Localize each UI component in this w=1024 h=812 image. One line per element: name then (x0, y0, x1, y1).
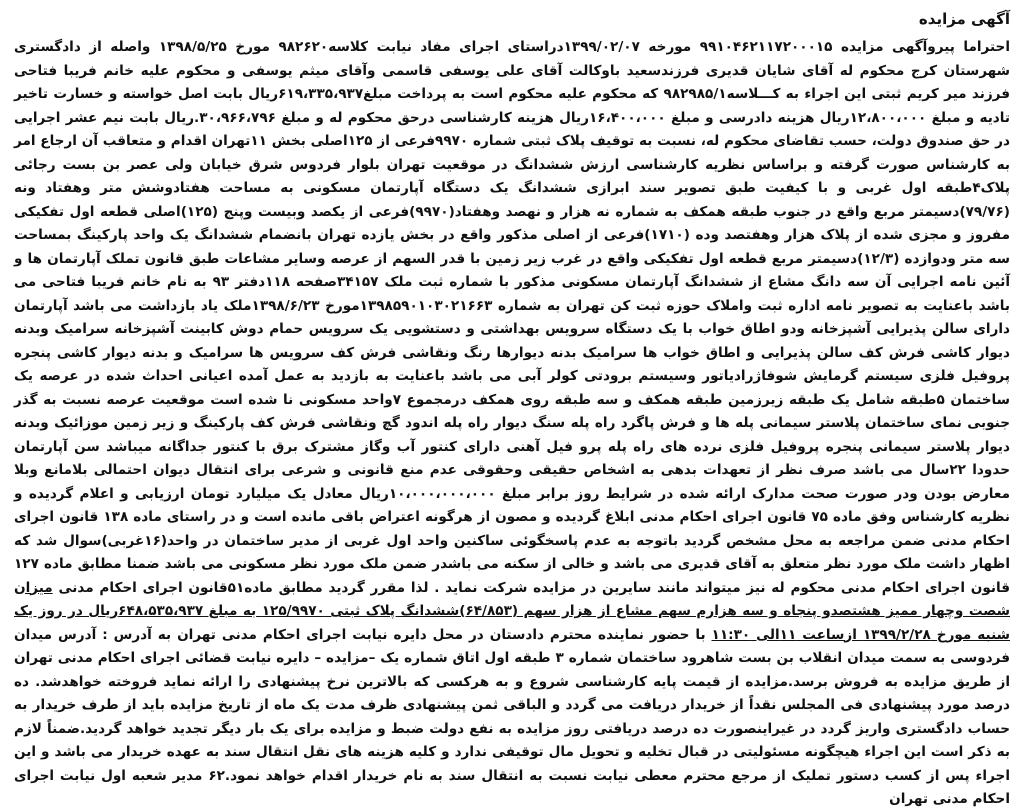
notice-paragraph-main: احتراما پیروآگهی مزایده ۹۹۱۰۴۶۲۱۱۷۲۰۰۰۱۵ مورخه ۱۳۹۹/۰۲/۰۷دراستای اجرای مفاد نیابت کلاسه۹۸۲۶۲۰ مورخ ۱۳۹۸/۵/۲۵ واصله از دادگستری شهرستان کرج محکوم له آقای شایان قدیری فرزندسعید باوکالت آقای علی یوسفی قاسمی وآقای میثم یوسفی و محکوم علیه خانم فریبا فتاحی فرزند میر کریم ثبتی این اجراء به کـــلاسه۹۸۲۹۸۵/۱ که محکوم علیه محکوم است به پرداخت مبلغ۶۱۹،۳۳۵،۹۳۷ریال بابت اصل خواسته و خسارت تاخیر تادیه و مبلغ ۱۲،۸۰۰،۰۰۰ریال هزینه دادرسی و مبلغ ۱۶،۴۰۰،۰۰۰ریال هزینه کارشناسی درحق محکوم له و مبلغ ۳۰،۹۶۶،۷۹۶.ریال بابت نیم عشر اجرایی در حق صندوق دولت، حسب تقاضای محکوم له، نسبت به توقیف پلاک ثبتی شماره ۹۹۷۰فرعی از ۱۲۵اصلی بخش ۱۱تهران اقدام و متعاقب آن ارجاع امر به کارشناس صورت گرفته و براساس نظریه کارشناسی ارزش ششدانگ در موقعیت تهران بلوار فردوس شرق خیابان ولی عصر بن بست رجائی پلاک۴طبقه اول غربی و با کیفیت طبق تصویر سند ابرازی ششدانگ یک دستگاه آپارتمان مسکونی به مساحت هفتادوشش متر وهفتاد ونه (۷۹/۷۶)دسیمتر مربع واقع در جنوب طبقه همکف به شماره نه هزار و نهصد وهفتاد(۹۹۷۰)فرعی از یکصد وبیست وپنج (۱۲۵)اصلی قطعه اول تفکیکی مفروز و مجزی شده از پلاک هزار وهفتصد وده (۱۷۱۰)فرعی از اصلی مذکور واقع در بخش یازده تهران بانضمام ششدانگ یک واحد پارکینگ بمساحت سه متر ودوازده (۱۲/۳)دسیمتر مربع قطعه اول تفکیکی واقع در غرب زیر زمین با قدر السهم از عرصه وسایر مشاعات طبق قانون تملک آپارتمان ها و آئین نامه اجرایی آن سه دانگ مشاع از ششدانگ آپارتمان مسکونی مذکور با شماره ثبت ملک ۳۴۱۵۷صفحه ۱۱۸دفتر ۹۳ به نام خانم فریبا فتاحی می باشد باعنایت به تصویر نامه اداره ثبت واملاک حوزه ثبت کن تهران به شماره ۱۳۹۸۵۹۰۱۰۳۰۲۱۶۶۳مورخ ۱۳۹۸/۶/۲۳ملک یاد بازداشت می باشد آپارتمان دارای سالن پذیرایی آشپزخانه ودو اطاق خواب با یک دستگاه سرویس بهداشتی و دستشویی یک سرویس حمام دوش کابینت آشپزخانه سرامیک وبدنه دیوار کاشی فرش کف سالن پذیرایی و اطاق خواب ها سرامیک بدنه دیوارها رنگ ونقاشی فرش کف سرویس ها سرامیک و بدنه دیوار کاشی پنجره پروفیل فلزی سیستم گرمایش شوفاژرادیاتور وسیستم برودتی کولر آبی می باشد باعنایت به بازدید به عمل آمده اعیانی احداث شده در عرصه یک ساختمان ۵طبقه شامل یک طبقه زیرزمین طبقه همکف و سه طبقه روی همکف درمجموع ۷واحد مسکونی نا شده است موقعیت عرصه نسبت به گذر جنوبی نمای ساختمان پلاستر سیمانی پله ها و فرش پاگرد راه پله سنگ دیوار راه پله اندود گچ ونقاشی فرش کف پارکینگ و زیر زمین موزائیک وبدنه دیوار پلاستر سیمانی پنجره پروفیل فلزی نرده های راه پله پرو فیل آهنی دارای کنتور آب وگاز مشترک برق با کنتور جداگانه میباشد سن آپارتمان حدودا ۲۲سال می باشد صرف نظر از تعهدات بدهی به اشخاص حقیقی وحقوقی عدم منع قانونی و شرعی برای انتقال دیوان احتمالی بلامانع وبلا معارض بودن ودر صورت صحت مدارک ارائه شده در شرایط روز برابر مبلغ ۱۰،۰۰۰،۰۰۰،۰۰۰ریال معادل یک میلیارد تومان ارزیابی و اعلام گردیده و نظریه کارشناس وفق ماده ۷۵ قانون اجرای احکام مدنی ابلاغ گردیده و مصون از هرگونه اعتراض باقی مانده است و در راستای ماده ۱۳۸ قانون اجرای احکام مدنی ضمن مراجعه به محل مشخص گردید باتوجه به عدم پاسخگوئی ساکنین واحد اول غربی از مدیر ساختمان در واحد(۱۶غربی)سوال شد که اظهار داشت ملک مورد نظر متعلق به آقای قدیری می باشد و خالی از سکنه می باشدر ضمن ملک مورد نظر مسکونی می باشد ضمنا مطابق ماده ۱۲۷ قانون اجرای احکام مدنی محکوم له نیز میتواند مانند سایرین در مزایده شرکت نماید . لذا مقرر گردید مطابق ماده۵۱قانون اجرای احکام مدنی (14, 39, 1011, 596)
auction-share-and-date: میزان شصت وچهار ممیز هشتصدو پنجاه و سه هزارم سهم مشاع از هزار سهم (۶۴/۸۵۳)ششدانگ پلاک ثبتی ۱۲۵/۹۹۷۰ به مبلغ ۶۴۸،۵۳۵،۹۳۷ریال در روز یک شنبه مورخ ۱۳۹۹/۲/۲۸ ازساعت ۱۱الی ۱۱:۳۰ (14, 579, 1011, 643)
document-title: آگهی مزایده (918, 10, 1010, 28)
notice-body (14, 36, 1010, 812)
notice-paragraph-terms: با حضور نماینده محترم دادستان در محل دایره نیابت اجرای احکام مدنی تهران به آدرس : آدرس میدان فردوسی به سمت میدان انقلاب بن بست شاهرود ساختمان شماره ۳ طبقه اول اتاق شماره یک –مزایده – دایره نیابت قضائی اجرای احکام مدنی تهران از طریق مزایده به فروش برسد.مزایده از قیمت پایه کارشناسی شروع و به هرکسی که بالاترین نرخ پیشنهادی را ارائه نماید فروخته خواهدشد. ده درصد مورد پیشنهادی فی المجلس نقداً از خریدار دریافت می گردد و الباقی ثمن پیشنهادی ظرف مدت یک ماه از تاریخ مزایده باید از طرف خریدار به حساب دادگستری واریز گردد در غیراینصورت ده درصد دریافتی روز مزایده به نفع دولت ضبط و مزایده برای یک بار دیگر تجدید خواهد گردید.ضمناً لازم به ذکر است این اجراء هیچگونه مسئولیتی در قبال تخلیه و تحویل مال توقیفی ندارد و کلیه هزینه های نقل انتقال سند به عهده خریدار می باشد و این اجراء پس از کسب دستور تملیک از مرجع محترم معطی نیابت نسبت به انتقال سند به نام خریدار اقدام خواهد نمود.۶۲ مدیر شعبه اول نیابت اجرای احکام مدنی تهران (14, 626, 1011, 807)
